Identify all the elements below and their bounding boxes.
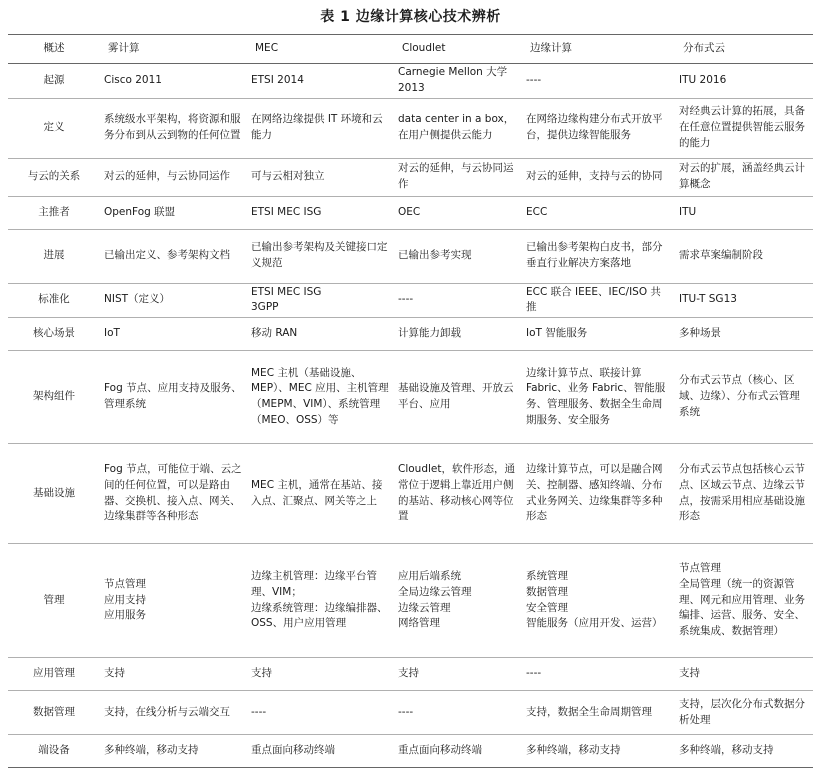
cell-text: Cisco 2011 — [104, 73, 162, 86]
cell-text: ---- — [526, 667, 542, 680]
row-label-end-devices — [8, 735, 100, 768]
cell-text: 管理 — [43, 593, 65, 606]
cell-application-management-fog-computing — [100, 658, 247, 691]
cell-application-management-cloudlet — [394, 658, 522, 691]
table-row-origin — [8, 64, 813, 99]
table-row-architecture-components — [8, 351, 813, 444]
cell-text: 分布式云节点包括核心云节点、区域云节点、边缘云节点，按需采用相应基础设施形态 — [679, 463, 805, 523]
cell-data-management-mec — [247, 691, 394, 735]
cell-management-fog-computing — [100, 544, 247, 658]
cell-text: 重点面向移动终端 — [251, 744, 335, 757]
cell-end-devices-fog-computing — [100, 735, 247, 768]
cell-origin-distributed-cloud — [675, 64, 813, 99]
cell-architecture-components-cloudlet — [394, 351, 522, 444]
cell-management-distributed-cloud — [675, 544, 813, 658]
cell-text: 应用支持 — [104, 593, 146, 606]
cell-text: 支持 — [251, 667, 272, 680]
cell-text: 支持 — [679, 667, 700, 680]
cell-text: Fog 节点、应用支持及服务、管理系统 — [104, 382, 242, 410]
cell-text: ---- — [398, 705, 414, 718]
cell-text: 进展 — [43, 249, 65, 262]
cell-text: Fog 节点，可能位于端、云之间的任何位置，可以是路由器、交换机、接入点、网关、边缘集群等各种形态 — [104, 463, 242, 523]
cell-text: 支持，数据全生命周期管理 — [526, 705, 652, 718]
cell-text: 可与云相对独立 — [251, 170, 325, 183]
comparison-table — [8, 34, 813, 768]
cell-text: 数据管理 — [33, 705, 75, 718]
cell-text: 边缘系统管理：边缘编排器、OSS、用户应用管理 — [251, 601, 388, 630]
cell-architecture-components-distributed-cloud — [675, 351, 813, 444]
cell-standardization-distributed-cloud — [675, 283, 813, 318]
table-row-core-scenario — [8, 318, 813, 351]
cell-text: 支持 — [104, 667, 125, 680]
table-row-management — [8, 544, 813, 658]
cell-architecture-components-mec — [247, 351, 394, 444]
cell-progress-distributed-cloud — [675, 229, 813, 283]
column-header-overview: 概述 — [8, 35, 100, 64]
cell-text: 数据管理 — [526, 585, 568, 598]
cell-architecture-components-edge-computing — [522, 351, 675, 444]
cell-text: 多种终端，移动支持 — [526, 744, 621, 757]
cell-text: 已输出定义、参考架构文档 — [104, 249, 230, 262]
cell-core-scenario-cloudlet — [394, 318, 522, 351]
cell-application-management-edge-computing — [522, 658, 675, 691]
table-row-standardization — [8, 283, 813, 318]
cell-relation-to-cloud-cloudlet — [394, 158, 522, 196]
cell-progress-edge-computing — [522, 229, 675, 283]
cell-text: 主推者 — [38, 205, 70, 218]
column-header-distributed-cloud: 分布式云 — [675, 35, 813, 64]
cell-definition-distributed-cloud — [675, 98, 813, 158]
cell-text: 核心场景 — [33, 327, 75, 340]
cell-text: 节点管理 — [104, 577, 146, 590]
table-row-promoter — [8, 196, 813, 229]
cell-text: ITU-T SG13 — [679, 293, 737, 306]
cell-text: OpenFog 联盟 — [104, 205, 176, 218]
cell-text: 移动 RAN — [251, 327, 298, 340]
cell-end-devices-cloudlet — [394, 735, 522, 768]
cell-text: 节点管理 — [679, 562, 721, 575]
cell-text: 安全管理 — [526, 601, 568, 614]
column-header-fog-computing: 雾计算 — [100, 35, 247, 64]
cell-text: 多种终端，移动支持 — [104, 744, 199, 757]
table-row-infrastructure — [8, 444, 813, 544]
cell-promoter-mec — [247, 196, 394, 229]
row-label-architecture-components — [8, 351, 100, 444]
cell-management-mec — [247, 544, 394, 658]
cell-text: 全局管理（统一的资源管理、网元和应用管理、业务编排、运营、服务、安全、系统集成、数据管理） — [679, 577, 805, 638]
cell-text: 在网络边缘提供 IT 环境和云能力 — [251, 113, 383, 141]
cell-text: Carnegie Mellon 大学 2013 — [398, 66, 508, 94]
cell-text: 边缘计算节点、联接计算 Fabric、业务 Fabric、智能服务、管理服务、数据全生命周期服务、安全服务 — [526, 366, 666, 426]
cell-text: 对云的扩展，涵盖经典云计算概念 — [679, 162, 805, 190]
row-label-infrastructure — [8, 444, 100, 544]
cell-infrastructure-edge-computing — [522, 444, 675, 544]
cell-infrastructure-mec — [247, 444, 394, 544]
row-label-definition — [8, 98, 100, 158]
cell-infrastructure-distributed-cloud — [675, 444, 813, 544]
cell-core-scenario-mec — [247, 318, 394, 351]
cell-text: ECC 联合 IEEE、IEC/ISO 共推 — [526, 285, 661, 314]
cell-standardization-fog-computing — [100, 283, 247, 318]
cell-management-cloudlet — [394, 544, 522, 658]
cell-text: 与云的关系 — [27, 170, 81, 183]
cell-text: ETSI 2014 — [251, 73, 304, 86]
cell-text: 应用服务 — [104, 609, 146, 622]
cell-text: 基础设施 — [33, 486, 75, 499]
cell-management-edge-computing — [522, 544, 675, 658]
cell-standardization-edge-computing — [522, 283, 675, 318]
table-body — [8, 64, 813, 768]
row-label-origin — [8, 64, 100, 99]
cell-core-scenario-distributed-cloud — [675, 318, 813, 351]
cell-text: 标准化 — [38, 293, 70, 306]
row-label-application-management — [8, 658, 100, 691]
row-label-management — [8, 544, 100, 658]
cell-promoter-edge-computing — [522, 196, 675, 229]
cell-standardization-mec — [247, 283, 394, 318]
cell-application-management-mec — [247, 658, 394, 691]
cell-application-management-distributed-cloud — [675, 658, 813, 691]
row-label-core-scenario — [8, 318, 100, 351]
cell-definition-cloudlet — [394, 98, 522, 158]
cell-standardization-cloudlet — [394, 283, 522, 318]
table-row-definition — [8, 98, 813, 158]
cell-text: 端设备 — [38, 744, 70, 757]
column-header-cloudlet: Cloudlet — [394, 35, 522, 64]
cell-text: 需求草案编制阶段 — [679, 249, 763, 262]
cell-promoter-fog-computing — [100, 196, 247, 229]
cell-end-devices-distributed-cloud — [675, 735, 813, 768]
cell-text: 3GPP — [251, 301, 279, 314]
cell-text: 系统管理 — [526, 570, 568, 582]
header-row — [8, 35, 813, 64]
cell-text: 起源 — [43, 73, 65, 86]
cell-text: 分布式云节点（核心、区域、边缘）、分布式云管理系统 — [679, 374, 800, 418]
column-header-edge-computing: 边缘计算 — [522, 35, 675, 64]
cell-origin-mec — [247, 64, 394, 99]
cell-text: ---- — [398, 293, 414, 306]
cell-relation-to-cloud-mec — [247, 158, 394, 196]
table-row-application-management — [8, 658, 813, 691]
cell-data-management-cloudlet — [394, 691, 522, 735]
cell-progress-cloudlet — [394, 229, 522, 283]
cell-data-management-distributed-cloud — [675, 691, 813, 735]
cell-core-scenario-fog-computing — [100, 318, 247, 351]
cell-text: 重点面向移动终端 — [398, 744, 482, 757]
row-label-data-management — [8, 691, 100, 735]
cell-definition-mec — [247, 98, 394, 158]
cell-text: 对云的延伸，支持与云的协同 — [526, 170, 663, 183]
cell-text: 智能服务（应用开发、运营） — [526, 617, 663, 630]
table-row-relation-to-cloud — [8, 158, 813, 196]
cell-text: 支持，层次化分布式数据分析处理 — [679, 697, 805, 726]
cell-infrastructure-cloudlet — [394, 444, 522, 544]
cell-text: NIST（定义） — [104, 293, 171, 306]
cell-text: 对云的延伸，与云协同运作 — [398, 162, 514, 190]
cell-text: 架构组件 — [33, 390, 75, 403]
cell-origin-cloudlet — [394, 64, 522, 99]
cell-text: 网络管理 — [398, 617, 440, 630]
cell-progress-fog-computing — [100, 229, 247, 283]
table-row-progress — [8, 229, 813, 283]
cell-text: 支持，在线分析与云端交互 — [104, 705, 230, 718]
cell-text: ETSI MEC ISG — [251, 285, 322, 298]
table-row-end-devices — [8, 735, 813, 768]
cell-end-devices-edge-computing — [522, 735, 675, 768]
cell-end-devices-mec — [247, 735, 394, 768]
table-caption: 表 1 边缘计算核心技术辨析 — [320, 9, 501, 25]
cell-text: 边缘主机管理：边缘平台管理、VIM； — [251, 570, 377, 598]
cell-text: 全局边缘云管理 — [398, 585, 472, 598]
cell-text: 在网络边缘构建分布式开放平台，提供边缘智能服务 — [526, 113, 663, 141]
row-label-progress — [8, 229, 100, 283]
cell-relation-to-cloud-distributed-cloud — [675, 158, 813, 196]
cell-core-scenario-edge-computing — [522, 318, 675, 351]
row-label-promoter — [8, 196, 100, 229]
cell-text: OEC — [398, 205, 421, 218]
cell-text: ---- — [251, 705, 267, 718]
cell-infrastructure-fog-computing — [100, 444, 247, 544]
row-label-relation-to-cloud — [8, 158, 100, 196]
cell-text: MEC 主机（基础设施、MEP）、MEC 应用、主机管理（MEPM、VIM）、系统管理（MEO、OSS）等 — [251, 366, 389, 426]
cell-promoter-distributed-cloud — [675, 196, 813, 229]
cell-text: Cloudlet，软件形态，通常位于逻辑上靠近用户侧的基站、移动核心网等位置 — [398, 463, 515, 523]
cell-text: 对经典云计算的拓展，具备在任意位置提供智能云服务的能力 — [679, 105, 805, 149]
cell-origin-edge-computing — [522, 64, 675, 99]
cell-text: 定义 — [43, 121, 65, 134]
cell-text: 已输出参考架构及关键接口定义规范 — [251, 241, 388, 269]
cell-text: ETSI MEC ISG — [251, 205, 322, 218]
cell-text: 系统级水平架构，将资源和服务分布到从云到物的任何位置 — [104, 113, 241, 141]
cell-relation-to-cloud-fog-computing — [100, 158, 247, 196]
cell-text: MEC 主机，通常在基站、接入点、汇聚点、网关等之上 — [251, 478, 383, 507]
cell-text: 计算能力卸载 — [398, 327, 461, 340]
cell-promoter-cloudlet — [394, 196, 522, 229]
cell-data-management-fog-computing — [100, 691, 247, 735]
cell-text: ECC — [526, 205, 548, 218]
cell-architecture-components-fog-computing — [100, 351, 247, 444]
cell-definition-fog-computing — [100, 98, 247, 158]
cell-text: 多种场景 — [679, 327, 721, 340]
cell-data-management-edge-computing — [522, 691, 675, 735]
table-row-data-management — [8, 691, 813, 735]
column-header-mec: MEC — [247, 35, 394, 64]
cell-text: 多种终端，移动支持 — [679, 744, 774, 757]
cell-text: 边缘云管理 — [398, 601, 451, 614]
cell-text: IoT 智能服务 — [526, 327, 588, 340]
cell-origin-fog-computing — [100, 64, 247, 99]
cell-progress-mec — [247, 229, 394, 283]
cell-text: 应用管理 — [33, 667, 75, 680]
cell-text: ITU 2016 — [679, 73, 727, 86]
cell-text: 边缘计算节点，可以是融合网关、控制器、感知终端、分布式业务网关、边缘集群等多种形态 — [526, 463, 663, 523]
cell-relation-to-cloud-edge-computing — [522, 158, 675, 196]
cell-text: 对云的延伸，与云协同运作 — [104, 170, 230, 183]
cell-text: 应用后端系统 — [398, 570, 461, 582]
cell-definition-edge-computing — [522, 98, 675, 158]
cell-text: data center in a box，在用户侧提供云能力 — [398, 113, 515, 141]
cell-text: ITU — [679, 205, 697, 218]
cell-text: 支持 — [398, 667, 419, 680]
cell-text: 基础设施及管理、开放云平台、应用 — [398, 382, 514, 410]
cell-text: 已输出参考架构白皮书，部分垂直行业解决方案落地 — [526, 241, 663, 269]
cell-text: IoT — [104, 327, 120, 340]
row-label-standardization — [8, 283, 100, 318]
cell-text: 已输出参考实现 — [398, 249, 472, 262]
cell-text: ---- — [526, 73, 542, 86]
